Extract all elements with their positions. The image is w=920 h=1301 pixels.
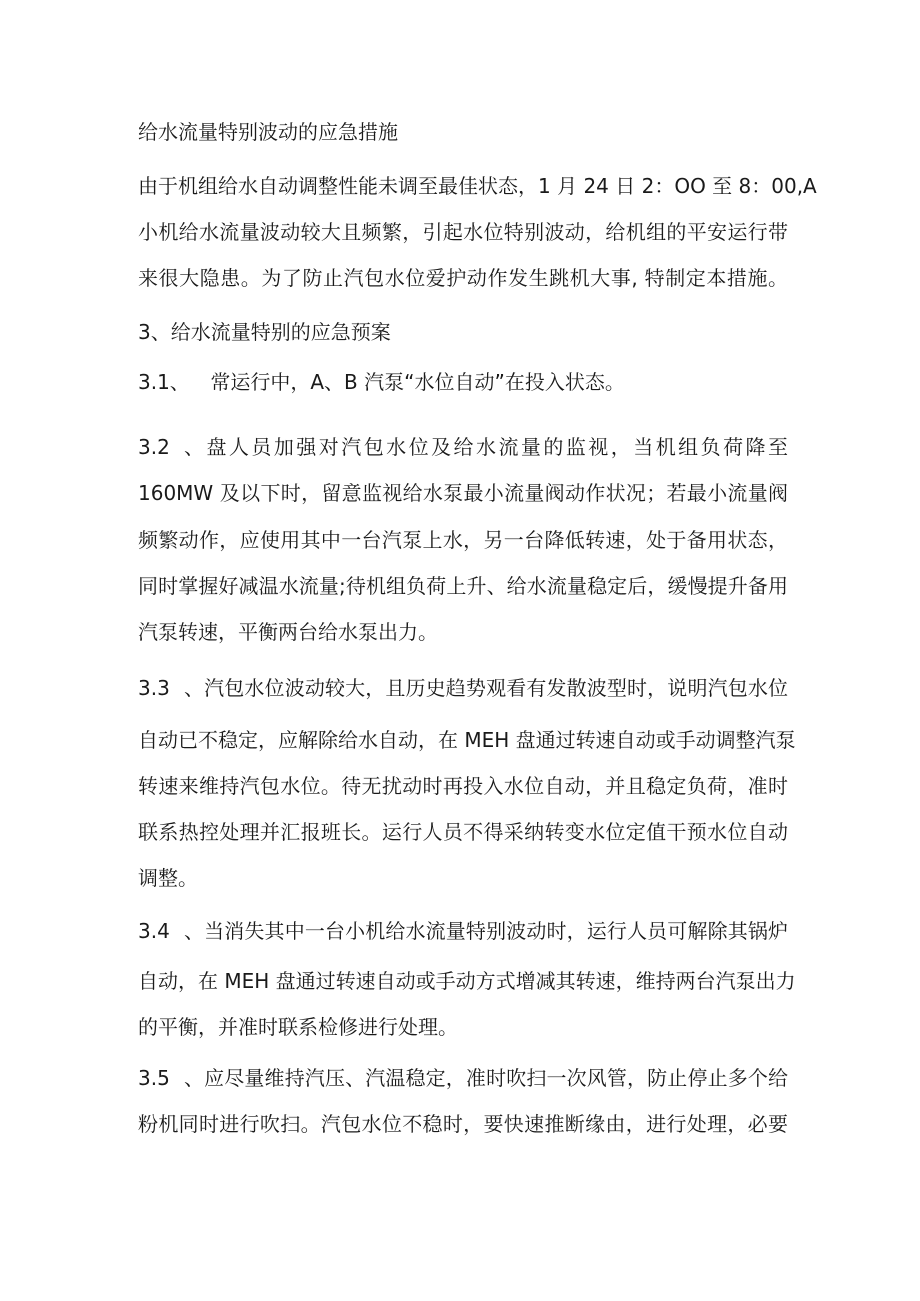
document-title: 给水流量特别波动的应急措施 — [138, 120, 398, 144]
item-text-line: 粉机同时进行吹扫。汽包水位不稳时，要快速推断缘由，进行处理，必要 — [138, 1112, 788, 1136]
item-text-line: 常运行中，A、B 汽泵“水位自动”在投入状态。 — [210, 370, 625, 394]
item-number: 3.4、 — [138, 919, 204, 943]
list-item-3-5 — [138, 1064, 788, 1092]
intro-line: 由于机组给水自动调整性能未调至最佳状态，1 月 24 日 2：OO 至 8：00,A — [138, 174, 817, 198]
item-number: 3.1、 — [138, 370, 190, 394]
item-text-line: 同时掌握好减温水流量;待机组负荷上升、给水流量稳定后，缓慢提升备用 — [138, 574, 788, 598]
item-text-line: 汽泵转速，平衡两台给水泵出力。 — [138, 620, 438, 644]
item-text-line: 调整。 — [138, 866, 198, 890]
list-item-3-3 — [138, 674, 788, 702]
list-item-3-2 — [138, 433, 788, 461]
item-text-line: 转速来维持汽包水位。待无扰动时再投入水位自动，并且稳定负荷，准时 — [138, 774, 788, 798]
item-text-line: 的平衡，并准时联系检修进行处理。 — [138, 1015, 458, 1039]
item-text-line: 160MW 及以下时，留意监视给水泵最小流量阀动作状况；若最小流量阀 — [138, 481, 788, 505]
intro-line: 小机给水流量波动较大且频繁，引起水位特别波动，给机组的平安运行带 — [138, 220, 788, 244]
item-text-line: 自动，在 MEH 盘通过转速自动或手动方式增减其转速，维持两台汽泵出力 — [138, 969, 796, 993]
item-text-line: 自动已不稳定，应解除给水自动，在 MEH 盘通过转速自动或手动调整汽泵 — [138, 728, 796, 752]
intro-line: 来很大隐患。为了防止汽包水位爱护动作发生跳机大事, 特制定本措施。 — [138, 266, 788, 290]
item-text-line: 应尽量维持汽压、汽温稳定，准时吹扫一次风管，防止停止多个给 — [204, 1066, 788, 1090]
list-item-3-4 — [138, 917, 788, 945]
section-heading: 3、给水流量特别的应急预案 — [138, 320, 391, 344]
item-text-line: 频繁动作，应使用其中一台汽泵上水，另一台降低转速，处于备用状态， — [138, 528, 788, 552]
item-text-line: 盘人员加强对汽包水位及给水流量的监视，当机组负荷降至 — [204, 435, 788, 459]
item-number: 3.2、 — [138, 435, 204, 459]
item-text-line: 当消失其中一台小机给水流量特别波动时，运行人员可解除其锅炉 — [204, 919, 788, 943]
list-item-3-1 — [138, 368, 788, 396]
item-text-line: 联系热控处理并汇报班长。运行人员不得采纳转变水位定值干预水位自动 — [138, 820, 788, 844]
item-number: 3.3、 — [138, 676, 204, 700]
item-number: 3.5、 — [138, 1066, 204, 1090]
item-text-line: 汽包水位波动较大，且历史趋势观看有发散波型时，说明汽包水位 — [204, 676, 788, 700]
